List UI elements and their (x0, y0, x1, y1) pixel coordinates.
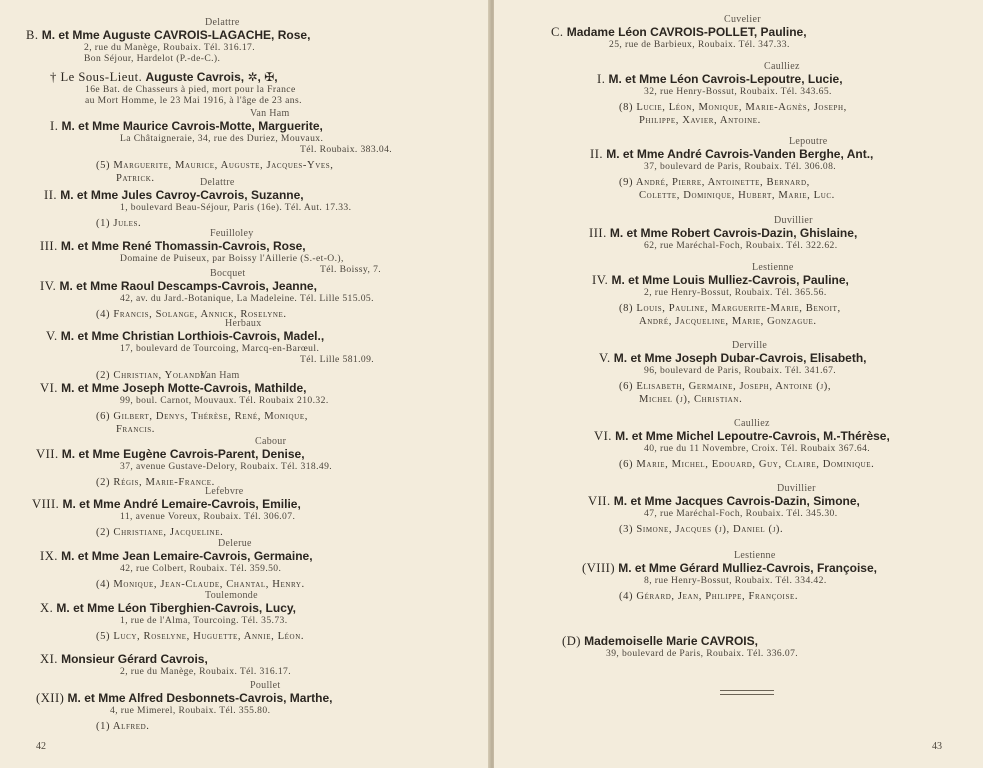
maiden-name: Van Ham (250, 108, 290, 119)
entry-number: (XII) (36, 691, 65, 705)
entry-name: M. et Mme Auguste CAVROIS-LAGACHE, Rose, (41, 28, 311, 42)
children-names: Alfred. (112, 721, 150, 732)
entry-heading (40, 601, 296, 616)
entry-heading (40, 549, 313, 564)
entry-number: X. (40, 601, 54, 615)
left-page (0, 0, 490, 768)
entry-number: VII. (588, 494, 611, 508)
address-line: Bon Séjour, Hardelot (P.-de-C.). (84, 53, 221, 64)
address-line: 39, boulevard de Paris, Roubaix. Tél. 336.07. (606, 648, 799, 659)
maiden-name: Caulliez (764, 61, 800, 72)
entry-number: VI. (594, 429, 612, 443)
address-line: 2, rue du Manège, Roubaix. Tél. 316.17. (120, 666, 292, 677)
children-names-continued: Patrick. (116, 173, 155, 184)
children-names: Marie, Michel, Edouard, Guy, Claire, Dominique. (636, 459, 875, 470)
children-names: Lucie, Léon, Monique, Marie-Agnès, Joseph, (636, 102, 847, 113)
children-names: Christiane, Jacqueline. (113, 527, 224, 538)
address-line: 37, boulevard de Paris, Roubaix. Tél. 306.08. (644, 161, 837, 172)
maiden-name: Lestienne (752, 262, 794, 273)
entry-number: IX. (40, 549, 58, 563)
children-names-continued: Colette, Dominique, Hubert, Marie, Luc. (639, 190, 835, 201)
entry-heading (594, 429, 890, 444)
entry-heading (551, 25, 807, 40)
children-count: (8) (619, 102, 634, 113)
maiden-name: Delattre (205, 17, 240, 28)
entry-heading (40, 381, 306, 396)
entry-heading (36, 447, 305, 462)
entry-name: M. et Mme Jacques Cavrois-Dazin, Simone, (613, 494, 860, 508)
maiden-name: Lefebvre (205, 486, 244, 497)
entry-number: III. (40, 239, 58, 253)
maiden-name: Duvillier (774, 215, 813, 226)
children-list (96, 720, 150, 733)
entry-name: M. et Mme Christian Lorthiois-Cavrois, Madel., (60, 329, 325, 343)
children-names-continued: Philippe, Xavier, Antoine. (639, 115, 761, 126)
entry-heading (26, 28, 310, 43)
entry-heading (597, 72, 843, 87)
children-count: (6) (96, 411, 111, 422)
address-line: 99, boul. Carnot, Mouvaux. Tél. Roubaix 210.32. (120, 395, 329, 406)
maiden-name: Caulliez (734, 418, 770, 429)
children-names: Francis, Solange, Annick, Roselyne. (113, 309, 287, 320)
children-count: (5) (96, 631, 111, 642)
maiden-name: Feuilloley (210, 228, 254, 239)
address-line: 37, avenue Gustave-Delory, Roubaix. Tél. 318.49. (120, 461, 333, 472)
address-line: Domaine de Puiseux, par Boissy l'Aillerie (S.-et-O.), (120, 253, 344, 264)
entry-number: V. (46, 329, 58, 343)
entry-name: M. et Mme André Lemaire-Cavrois, Emilie, (62, 497, 301, 511)
entry-name: M. et Mme Michel Lepoutre-Cavrois, M.-Thérèse, (615, 429, 890, 443)
entry-name: M. et Mme Joseph Dubar-Cavrois, Elisabeth, (613, 351, 867, 365)
children-count: (6) (619, 459, 634, 470)
children-count: (1) (96, 218, 111, 229)
children-count: (4) (96, 579, 111, 590)
maiden-name: Delerue (218, 538, 252, 549)
entry-heading (36, 691, 332, 706)
address-line: 17, boulevard de Tourcoing, Marcq-en-Barœul. (120, 343, 320, 354)
entry-heading (50, 119, 323, 134)
children-list (619, 302, 841, 315)
address-line: 2, rue du Manège, Roubaix. Tél. 316.17. (84, 42, 256, 53)
entry-name: M. et Mme Gérard Mulliez-Cavrois, Françoise, (618, 561, 877, 575)
entry-name: M. et Mme Robert Cavrois-Dazin, Ghislaine, (609, 226, 858, 240)
address-line: 42, rue Colbert, Roubaix. Tél. 359.50. (120, 563, 282, 574)
children-list (96, 526, 223, 539)
entry-heading (590, 147, 873, 162)
children-list (96, 578, 305, 591)
address-line: Tél. Boissy, 7. (320, 264, 382, 275)
entry-name: M. et Mme Maurice Cavrois-Motte, Marguerite, (61, 119, 323, 133)
address-line: 16e Bat. de Chasseurs à pied, mort pour la France (85, 84, 296, 95)
children-list (96, 630, 304, 643)
children-names: Louis, Pauline, Marguerite-Marie, Benoit, (636, 303, 841, 314)
entry-number: VI. (40, 381, 58, 395)
children-list (619, 380, 831, 393)
address-line: 1, rue de l'Alma, Tourcoing. Tél. 35.73. (120, 615, 288, 626)
entry-number: II. (590, 147, 604, 161)
children-count: (1) (96, 721, 111, 732)
address-line: au Mort Homme, le 23 Mai 1916, à l'âge de 23 ans. (85, 95, 302, 106)
children-count: (8) (619, 303, 634, 314)
address-line: 8, rue Henry-Bossut, Roubaix. Tél. 334.42. (644, 575, 827, 586)
maiden-name: Toulemonde (205, 590, 258, 601)
right-page (494, 0, 983, 768)
entry-heading (582, 561, 877, 576)
children-names: Christian, Yolande. (113, 370, 209, 381)
maiden-name: Cabour (255, 436, 287, 447)
address-line: 47, rue Maréchal-Foch, Roubaix. Tél. 345.30. (644, 508, 838, 519)
entry-name: M. et Mme Jean Lemaire-Cavrois, Germaine, (61, 549, 313, 563)
children-list (619, 176, 810, 189)
entry-heading (40, 279, 317, 294)
entry-number: V. (599, 351, 611, 365)
children-names-continued: Michel (j), Christian. (639, 394, 743, 405)
address-line: 32, rue Henry-Bossut, Roubaix. Tél. 343.65. (644, 86, 832, 97)
entry-name: Mademoiselle Marie CAVROIS, (584, 634, 758, 648)
page-number: 43 (932, 741, 942, 752)
children-count: (2) (96, 477, 111, 488)
entry-name: M. et Mme Léon Cavrois-Lepoutre, Lucie, (608, 72, 843, 86)
children-count: (2) (96, 370, 111, 381)
maiden-name: Derville (732, 340, 768, 351)
address-line: 62, rue Maréchal-Foch, Roubaix. Tél. 322.62. (644, 240, 838, 251)
maiden-name: Van Ham (200, 370, 240, 381)
children-names: Jules. (113, 218, 142, 229)
entry-heading (588, 494, 860, 509)
entry-heading (40, 239, 306, 254)
children-list (96, 476, 215, 489)
entry-name: M. et Mme Louis Mulliez-Cavrois, Pauline, (611, 273, 849, 287)
entry-number: VII. (36, 447, 59, 461)
children-count: (5) (96, 160, 111, 171)
entry-heading (562, 634, 758, 649)
entry-name: Monsieur Gérard Cavrois, (61, 652, 208, 666)
children-names: Elisabeth, Germaine, Joseph, Antoine (j), (636, 381, 832, 392)
children-names: Lucy, Roselyne, Huguette, Annie, Léon. (113, 631, 305, 642)
entry-heading (44, 188, 304, 203)
maiden-name: Lepoutre (789, 136, 828, 147)
address-line: La Châtaigneraie, 34, rue des Duriez, Mouvaux. (120, 133, 324, 144)
address-line: 25, rue de Barbieux, Roubaix. Tél. 347.33. (609, 39, 790, 50)
entry-number: (VIII) (582, 561, 616, 575)
children-list (96, 217, 141, 230)
entry-number: I. (50, 119, 59, 133)
children-names: Monique, Jean-Claude, Chantal, Henry. (113, 579, 305, 590)
maiden-name: Lestienne (734, 550, 776, 561)
children-count: (9) (619, 177, 634, 188)
children-names: Gilbert, Denys, Thérèse, René, Monique, (113, 411, 308, 422)
entry-heading (592, 273, 849, 288)
address-line: 96, boulevard de Paris, Roubaix. Tél. 341.67. (644, 365, 837, 376)
entry-name: M. et Mme Joseph Motte-Cavrois, Mathilde, (61, 381, 307, 395)
address-line: 1, boulevard Beau-Séjour, Paris (16e). Tél. Aut. 17.33. (120, 202, 352, 213)
entry-name: M. et Mme Jules Cavroy-Cavrois, Suzanne, (60, 188, 304, 202)
entry-number: † Le Sous-Lieut. (50, 70, 143, 84)
address-line: 42, av. du Jard.-Botanique, La Madeleine. Tél. Lille 515.05. (120, 293, 374, 304)
children-list (619, 101, 847, 114)
end-rule (720, 690, 774, 695)
children-count: (2) (96, 527, 111, 538)
children-names-continued: André, Jacqueline, Marie, Gonzague. (639, 316, 817, 327)
children-names: Marguerite, Maurice, Auguste, Jacques-Yves, (113, 160, 334, 171)
children-names: Régis, Marie-France. (113, 477, 215, 488)
entry-number: II. (44, 188, 58, 202)
children-list (619, 523, 783, 536)
page-number: 42 (36, 741, 46, 752)
maiden-name: Poullet (250, 680, 281, 691)
address-line: 4, rue Mimerel, Roubaix. Tél. 355.80. (110, 705, 271, 716)
maiden-name: Cuvelier (724, 14, 761, 25)
entry-name: M. et Mme Eugène Cavrois-Parent, Denise, (61, 447, 305, 461)
entry-number: IV. (592, 273, 609, 287)
children-count: (4) (619, 591, 634, 602)
entry-name: M. et Mme Raoul Descamps-Cavrois, Jeanne, (59, 279, 317, 293)
children-names: Gérard, Jean, Philippe, Françoise. (636, 591, 799, 602)
children-count: (4) (96, 309, 111, 320)
address-line: 11, avenue Voreux, Roubaix. Tél. 306.07. (120, 511, 296, 522)
address-line: Tél. Roubaix. 383.04. (300, 144, 393, 155)
children-count: (3) (619, 524, 634, 535)
maiden-name: Delattre (200, 177, 235, 188)
address-line: 40, rue du 11 Novembre, Croix. Tél. Roubaix 367.64. (644, 443, 871, 454)
entry-heading (589, 226, 857, 241)
entry-number: C. (551, 25, 564, 39)
entry-number: VIII. (32, 497, 60, 511)
entry-number: (D) (562, 634, 581, 648)
entry-name: M. et Mme Alfred Desbonnets-Cavrois, Marthe, (67, 691, 333, 705)
maiden-name: Duvillier (777, 483, 816, 494)
entry-heading (50, 70, 278, 85)
address-line: Tél. Lille 581.09. (300, 354, 375, 365)
entry-number: B. (26, 28, 39, 42)
entry-name: M. et Mme André Cavrois-Vanden Berghe, Ant., (606, 147, 874, 161)
children-names: Simone, Jacques (j), Daniel (j). (636, 524, 784, 535)
entry-name: Auguste Cavrois, ✲, ✠, (145, 70, 278, 84)
address-line: 2, rue Henry-Bossut, Roubaix. Tél. 365.56. (644, 287, 827, 298)
children-list (619, 590, 798, 603)
children-names: André, Pierre, Antoinette, Bernard, (635, 177, 810, 188)
children-list (96, 159, 334, 172)
entry-name: M. et Mme René Thomassin-Cavrois, Rose, (60, 239, 306, 253)
entry-heading (599, 351, 867, 366)
children-list (619, 458, 874, 471)
entry-name: M. et Mme Léon Tiberghien-Cavrois, Lucy, (56, 601, 297, 615)
children-list (96, 410, 308, 423)
maiden-name: Herbaux (225, 318, 262, 329)
maiden-name: Bocquet (210, 268, 246, 279)
entry-heading (46, 329, 324, 344)
entry-name: Madame Léon CAVROIS-POLLET, Pauline, (566, 25, 807, 39)
entry-number: XI. (40, 652, 58, 666)
children-names-continued: Francis. (116, 424, 156, 435)
entry-number: IV. (40, 279, 57, 293)
entry-number: III. (589, 226, 607, 240)
entry-number: I. (597, 72, 606, 86)
entry-heading (32, 497, 301, 512)
children-count: (6) (619, 381, 634, 392)
entry-heading (40, 652, 208, 667)
